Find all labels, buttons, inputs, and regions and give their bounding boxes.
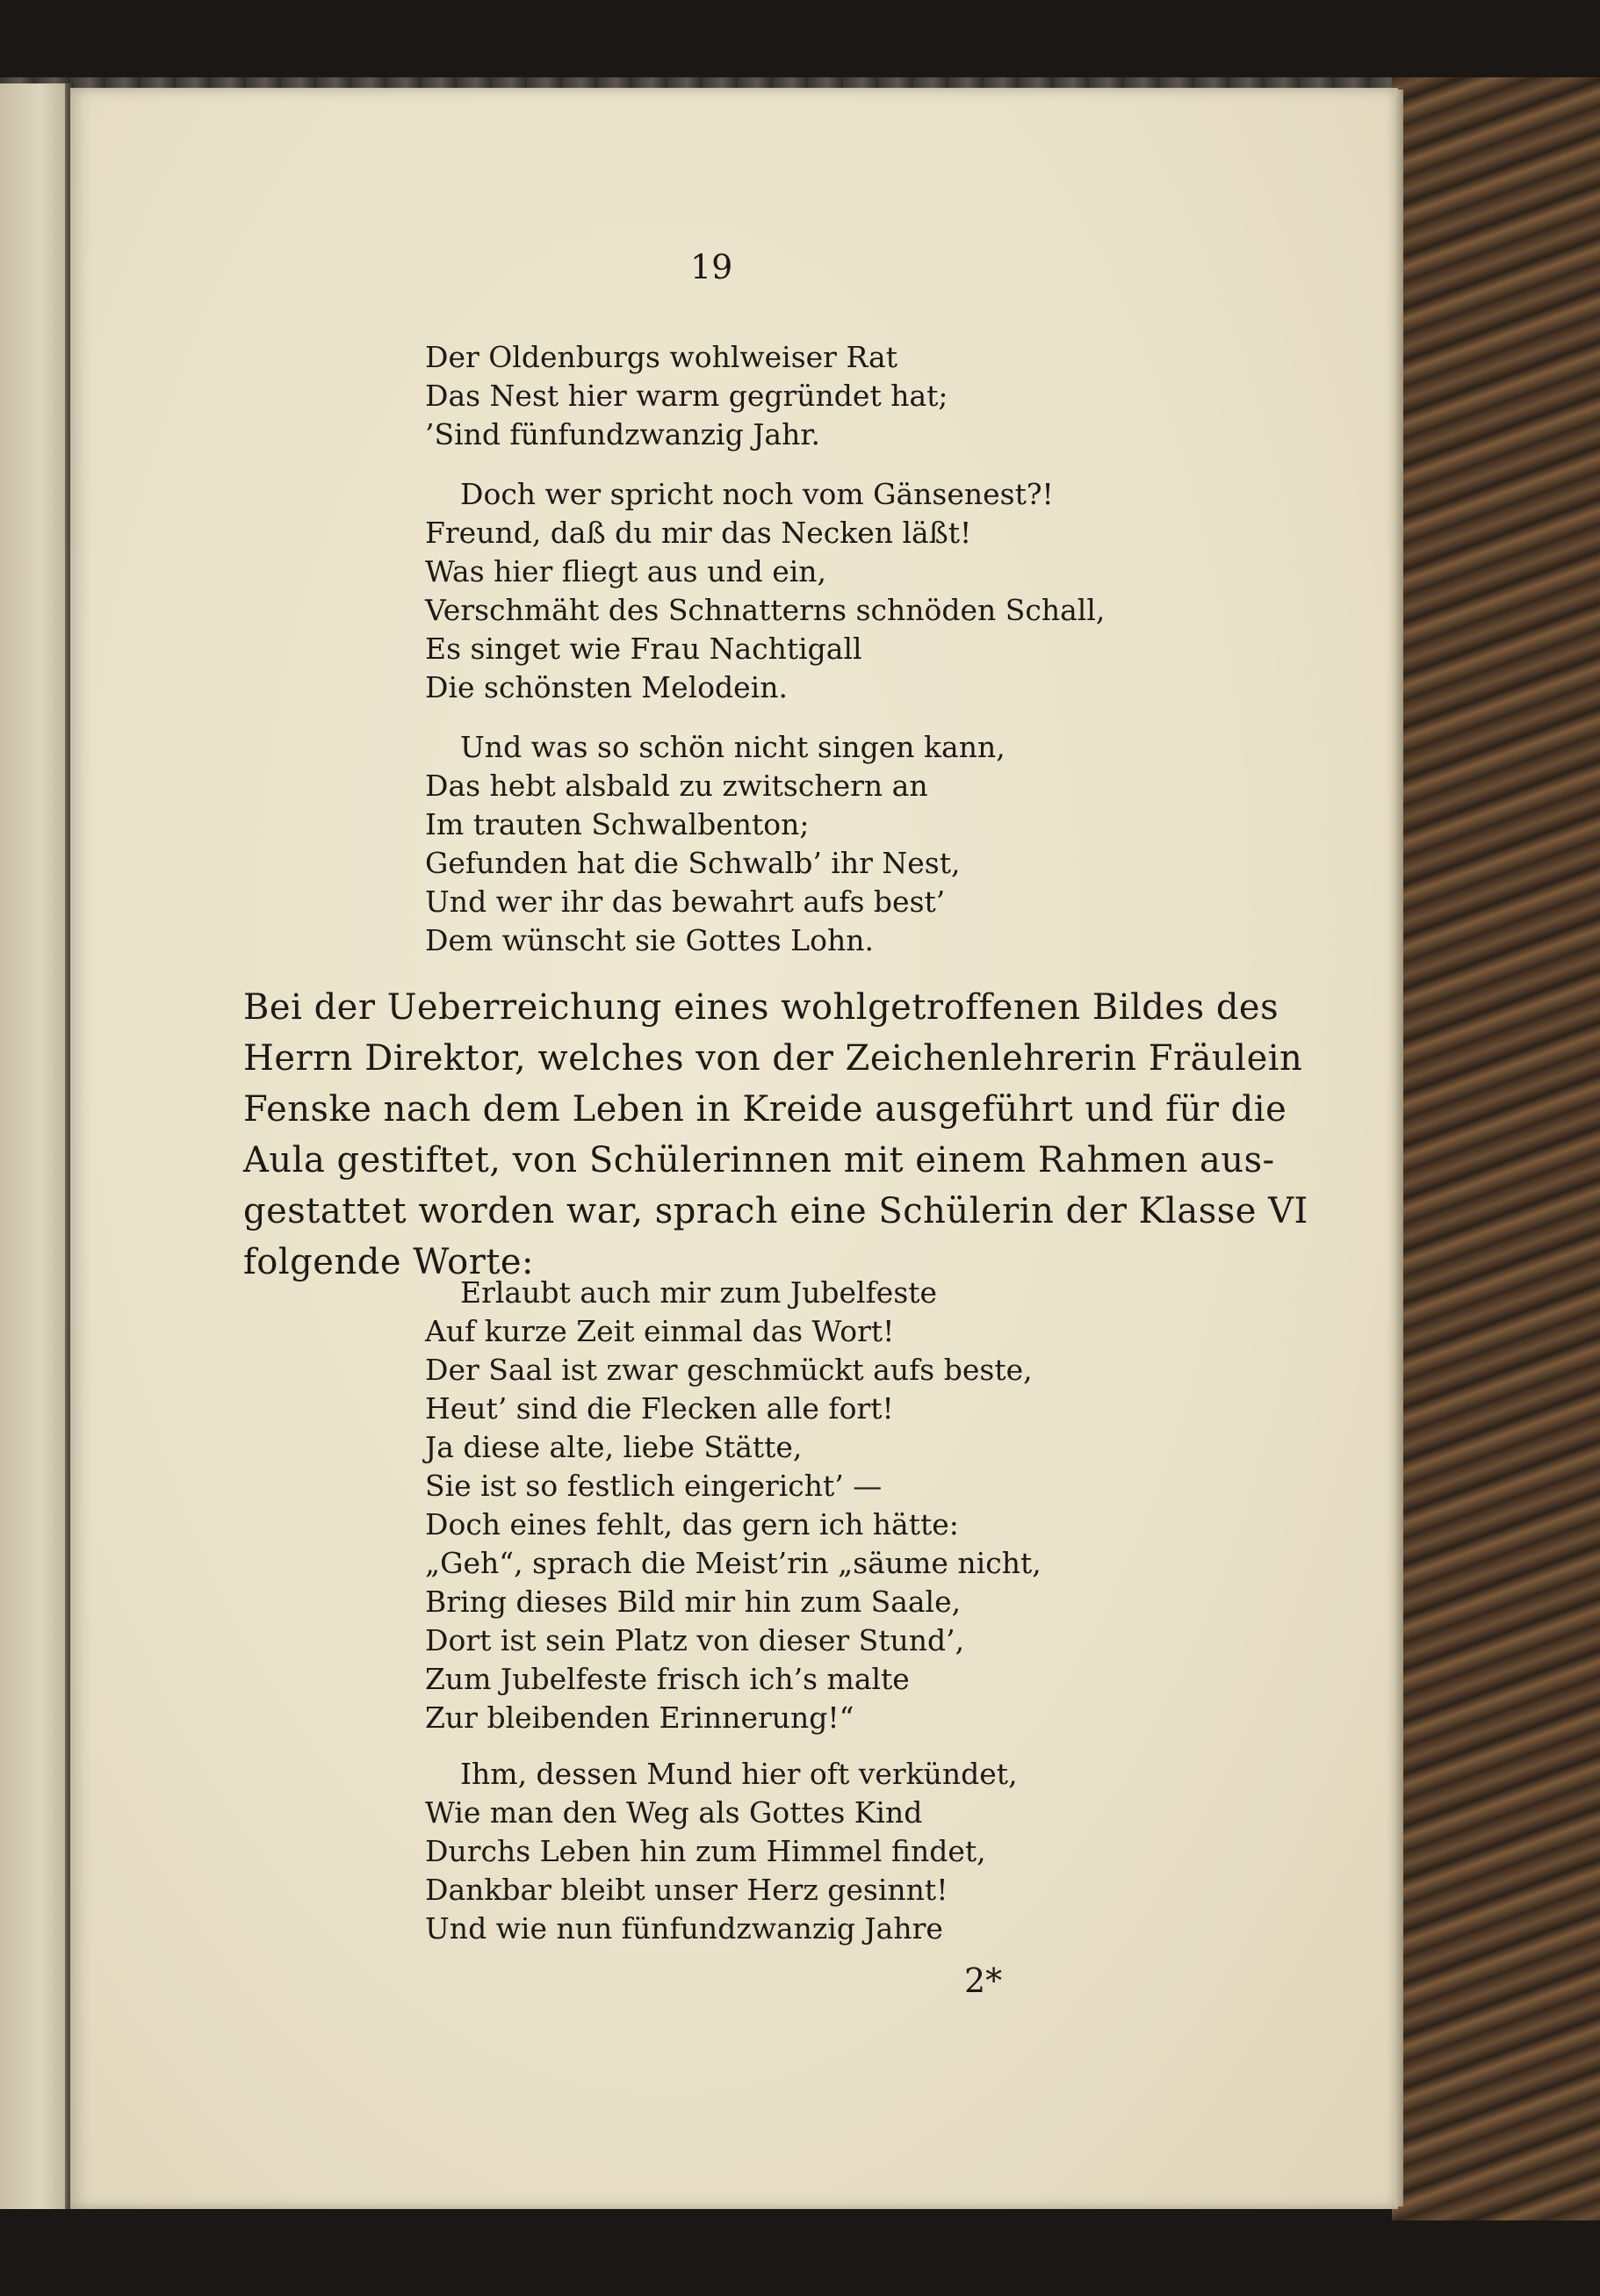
poem-line: Freund, daß du mir das Necken läßt! [425,516,972,550]
poem-line: Und was so schön nicht singen kann, [460,730,1005,764]
poem-line: Im trauten Schwalbenton; [425,807,810,841]
poem-stanza-group-3 [425,1755,1018,1948]
prose-line: Aula gestiftet, von Schülerinnen mit einem Rahmen aus- [243,1140,1275,1180]
poem-line: Das Nest hier warm gegründet hat; [425,379,948,413]
poem-line: Dem wünscht sie Gottes Lohn. [425,923,874,957]
prose-line: gestattet worden war, sprach eine Schülerin der Klasse VI [243,1191,1308,1231]
prose-line: Fenske nach dem Leben in Kreide ausgeführt und für die [243,1089,1287,1130]
poem-line: „Geh“, sprach die Meist’rin „säume nicht, [425,1546,1041,1580]
poem-line: Wie man den Weg als Gottes Kind [425,1795,923,1830]
poem-line: Ja diese alte, liebe Stätte, [425,1430,803,1464]
signature-mark: 2* [964,1961,1003,2000]
poem-line: ’Sind fünfundzwanzig Jahr. [425,417,820,451]
poem-line: Verschmäht des Schnatterns schnöden Schall, [425,593,1106,627]
poem-line: Heut’ sind die Flecken alle fort! [425,1391,894,1426]
poem-line: Der Saal ist zwar geschmückt aufs beste, [425,1353,1033,1387]
poem-line: Das hebt alsbald zu zwitschern an [425,769,928,803]
prose-line: Herrn Direktor, welches von der Zeichenlehrerin Fräulein [243,1038,1303,1079]
poem-line: Durchs Leben hin zum Himmel findet, [425,1834,986,1868]
poem-line: Dort ist sein Platz von dieser Stund’, [425,1623,965,1657]
poem-line: Was hier fliegt aus und ein, [425,554,827,588]
poem-stanza-group-1 [425,338,1105,960]
poem-line: Bring dieses Bild mir hin zum Saale, [425,1585,962,1619]
page-fore-edge [1395,90,1403,2206]
poem-stanza-group-2 [425,1274,1041,1737]
poem-line: Ihm, dessen Mund hier oft verkündet, [460,1757,1018,1791]
poem-line: Doch wer spricht noch vom Gänsenest?! [460,477,1054,511]
poem-line: Sie ist so festlich eingericht’ — [425,1469,883,1503]
poem-line: Gefunden hat die Schwalb’ ihr Nest, [425,846,961,880]
poem-line: Auf kurze Zeit einmal das Wort! [425,1314,895,1348]
prose-paragraph [243,982,1308,1288]
poem-line: Dankbar bleibt unser Herz gesinnt! [425,1873,948,1907]
poem-line: Und wer ihr das bewahrt aufs best’ [425,884,946,919]
facing-page-edge [0,83,68,2209]
poem-line: Der Oldenburgs wohlweiser Rat [425,340,897,374]
poem-line: Zum Jubelfeste frisch ich’s malte [425,1662,910,1696]
book-cover-marbled-board [1392,77,1600,2220]
poem-line: Es singet wie Frau Nachtigall [425,632,862,666]
page-number: 19 [690,248,733,286]
poem-line: Die schönsten Melodein. [425,670,788,704]
prose-line: Bei der Ueberreichung eines wohlgetroffenen Bildes des [243,987,1279,1028]
prose-line: folgende Worte: [243,1242,535,1282]
poem-line: Zur bleibenden Erinnerung!“ [425,1700,854,1735]
poem-line: Doch eines fehlt, das gern ich hätte: [425,1507,959,1541]
poem-line: Erlaubt auch mir zum Jubelfeste [460,1275,938,1310]
poem-line: Und wie nun fünfundzwanzig Jahre [425,1911,943,1946]
